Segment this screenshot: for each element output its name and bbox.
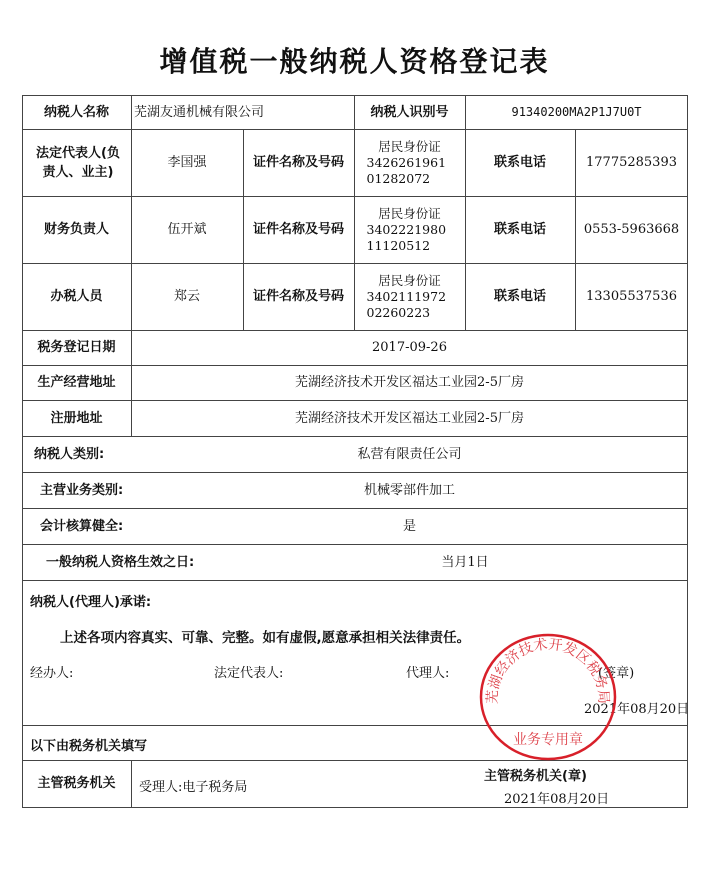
tax-officer-label: 办税人员 (50, 289, 103, 304)
declaration-heading: 纳税人(代理人)承诺: (30, 595, 152, 610)
finance-head-label: 财务负责人 (43, 222, 109, 237)
legal-rep-label: 法定代表人(负责人、业主) (36, 145, 120, 180)
agent-label: 代理人: (406, 666, 450, 681)
seal-label: (签章) (598, 666, 635, 681)
finance-head-name: 伍开斌 (167, 222, 207, 237)
authority-label: 主管税务机关 (37, 775, 116, 791)
main-business-label: 主营业务类别: (40, 482, 124, 498)
declaration-date: 2021年08月20日 (584, 702, 690, 717)
accounting-label: 会计核算健全: (40, 518, 124, 534)
authority-seal-title: 主管税务机关(章) (484, 769, 587, 784)
registration-form (22, 95, 688, 808)
taxpayer-name-label: 纳税人名称 (43, 104, 109, 120)
finance-head-id-label: 证件名称及号码 (252, 222, 344, 237)
finance-head-id-cell (354, 196, 465, 263)
business-address-value: 芜湖经济技术开发区福达工业园2-5厂房 (295, 375, 524, 390)
taxpayer-name-value: 芜湖友通机械有限公司 (134, 104, 265, 120)
legal-rep-id-cell (354, 129, 465, 196)
legal-rep-name: 李国强 (167, 155, 207, 170)
reg-date-value: 2017-09-26 (372, 340, 447, 355)
authority-date: 2021年08月20日 (504, 792, 610, 807)
effective-date-value: 当月1日 (441, 554, 489, 570)
taxpayer-type-label: 纳税人类别: (34, 446, 105, 462)
tax-officer-name: 郑云 (173, 289, 200, 304)
finance-head-id-number: 340222198011120512 (366, 221, 447, 253)
stamp-bottom-text: 业务专用章 (513, 732, 583, 748)
main-business-value: 机械零部件加工 (363, 482, 455, 498)
taxpayer-type-value: 私营有限责任公司 (357, 446, 462, 462)
legal-rep-phone: 17775285393 (586, 155, 677, 170)
finance-head-phone: 0553-5963668 (583, 222, 680, 237)
tax-officer-id-label: 证件名称及号码 (252, 289, 344, 304)
legal-rep-id-number: 342626196101282072 (366, 154, 447, 186)
taxpayer-id-label: 纳税人识别号 (370, 104, 449, 120)
legal-rep-id-type: 居民身份证 (378, 138, 441, 154)
finance-head-phone-label: 联系电话 (493, 222, 546, 237)
form-title: 增值税一般纳税人资格登记表 (159, 45, 550, 78)
legal-rep-id-label: 证件名称及号码 (252, 155, 344, 170)
declaration-statement: 上述各项内容真实、可靠、完整。如有虚假,愿意承担相关法律责任。 (60, 630, 471, 646)
authority-heading: 以下由税务机关填写 (30, 739, 148, 754)
authority-receiver: 受理人:电子税务局 (139, 780, 248, 795)
tax-officer-phone-label: 联系电话 (493, 289, 546, 304)
legal-rep-sign-label: 法定代表人: (214, 666, 284, 681)
stamp-arc-text: 芜湖经济技术开发区税务局 (484, 636, 612, 705)
tax-officer-id-cell (354, 263, 465, 330)
finance-head-id-type: 居民身份证 (378, 205, 441, 221)
tax-officer-id-number: 340211197202260223 (366, 288, 447, 320)
taxpayer-id-value: 91340200MA2P1J7U0T (511, 104, 642, 119)
business-address-label: 生产经营地址 (37, 375, 116, 390)
registered-address-value: 芜湖经济技术开发区福达工业园2-5厂房 (295, 410, 524, 426)
effective-date-label: 一般纳税人资格生效之日: (46, 554, 195, 570)
legal-rep-phone-label: 联系电话 (493, 155, 546, 170)
reg-date-label: 税务登记日期 (37, 340, 116, 355)
handler-label: 经办人: (30, 666, 74, 681)
tax-officer-phone: 13305537536 (586, 289, 677, 304)
tax-officer-id-type: 居民身份证 (378, 272, 441, 288)
accounting-value: 是 (402, 518, 416, 534)
registered-address-label: 注册地址 (50, 410, 103, 426)
